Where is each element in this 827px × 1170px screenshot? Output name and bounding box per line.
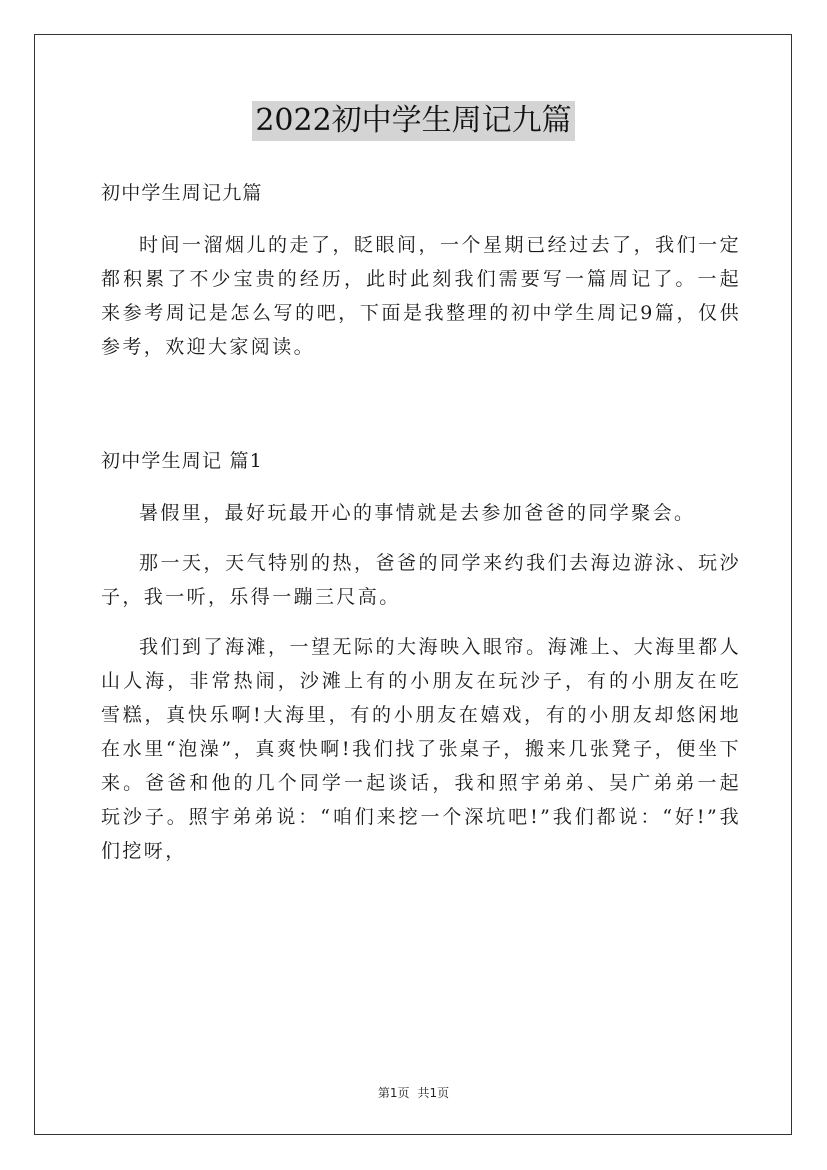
section-1-paragraph-1: 暑假里，最好玩最开心的事情就是去参加爸爸的同学聚会。 — [139, 502, 696, 524]
document-title: 2022初中学生周记九篇 — [252, 101, 574, 141]
intro-heading: 初中学生周记九篇 — [101, 182, 263, 204]
section-1-paragraph-3: 我们到了海滩，一望无际的大海映入眼帘。海滩上、大海里都人山人海，非常热闹，沙滩上有的小朋友在玩沙子，有的小朋友在吃雪糕，真快乐啊!大海里，有的小朋友在嬉戏，有的小朋友却悠闲地在水里“泡澡”，真爽快啊!我们找了张桌子，搬来几张凳子，便坐下来。爸爸和他的几个同学一起谈话，我和照宇弟弟、吴广弟弟一起玩沙子。照宇弟弟说：“咱们来挖一个深坑吧!”我们都说：“好!”我们挖呀， — [101, 636, 741, 862]
section-1-heading: 初中学生周记 篇1 — [101, 450, 263, 472]
document-body — [101, 176, 741, 884]
total-pages: 共1页 — [417, 1086, 450, 1100]
page-footer — [0, 1084, 827, 1101]
document-title-container — [0, 101, 827, 141]
page-number: 第1页 — [377, 1086, 410, 1100]
section-1-paragraph-2: 那一天，天气特别的热，爸爸的同学来约我们去海边游泳、玩沙子，我一听，乐得一蹦三尺高。 — [101, 552, 741, 608]
section-spacer — [101, 380, 741, 444]
intro-paragraph: 时间一溜烟儿的走了，眨眼间，一个星期已经过去了，我们一定都积累了不少宝贵的经历，此时此刻我们需要写一篇周记了。一起来参考周记是怎么写的吧，下面是我整理的初中学生周记9篇，仅供参考，欢迎大家阅读。 — [101, 234, 741, 358]
